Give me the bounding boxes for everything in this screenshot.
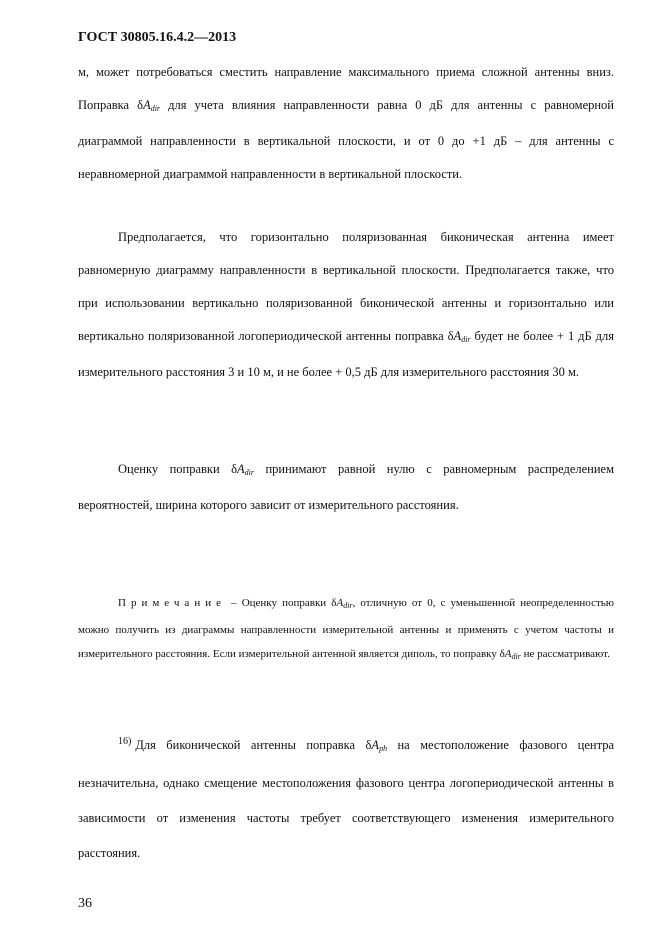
paragraph-3: Оценку поправки $\delta A_{dir}$ принимают равной нулю с равномерным распределением вероятностей, ширина которого зависит от измерительного расстояния. [78,462,614,512]
symbol-delta-a-dir: $\delta A_{dir}$ [331,597,353,610]
footnote-marker: 16) [118,736,132,747]
page-number: 36 [78,896,92,911]
note-block: Примечание – Оценку поправки $\delta A_{dir}$, отличную от 0, с уменьшенной неопределенностью можно получить из диаграммы направленности измерительной антенны и применять с учетом частоты и измерительного расстояния. Если измерительной антенной является диполь, то поправку $\delta A_{dir}$ не рассматривают. [78,597,614,661]
paragraph-1: м, может потребоваться сместить направление максимального приема сложной антенны вниз. Поправка $\delta A_{dir}$ для учета влияния направленности равна 0 дБ для антенны с равномерной диаграммой направленности в вертикальной плоскости, и от 0 до +1 дБ – для антенны с неравномерной диаграммой направленности в вертикальной плоскости. [78,65,614,181]
paragraph-2: Предполагается, что горизонтально поляризованная биконическая антенна имеет равномерную диаграмму направленности в вертикальной плоскости. Предполагается также, что при использовании вертикально поляризованной биконической антенны и горизонтально или вертикально поляризованной логопериодической антенны поправка $\delta A_{dir}$ будет не более + 1 дБ для измерительного расстояния 3 и 10 м, и не более + 0,5 дБ для измерительного расстояния 30 м. [78,230,614,379]
symbol-delta-a-dir: $\delta A_{dir}$ [137,98,161,113]
symbol-delta-a-dir: $\delta A_{dir}$ [447,329,471,344]
note-label: Примечание [118,597,226,609]
symbol-delta-a-ph: $\delta A_{ph}$ [365,738,388,753]
footnote-block: $^{16)}$ Для биконической антенны поправка $\delta A_{ph}$ на местоположение фазового центра незначительна, однако смещение местоположения фазового центра логопериодической антенны в зависимости от изменения частоты требует соответствующего изменения измерительного расстояния. [78,736,614,860]
symbol-delta-a-dir: $\delta A_{dir}$ [231,462,255,477]
symbol-delta-a-dir: $\delta A_{dir}$ [499,648,521,661]
document-header: ГОСТ 30805.16.4.2—2013 [78,30,237,45]
